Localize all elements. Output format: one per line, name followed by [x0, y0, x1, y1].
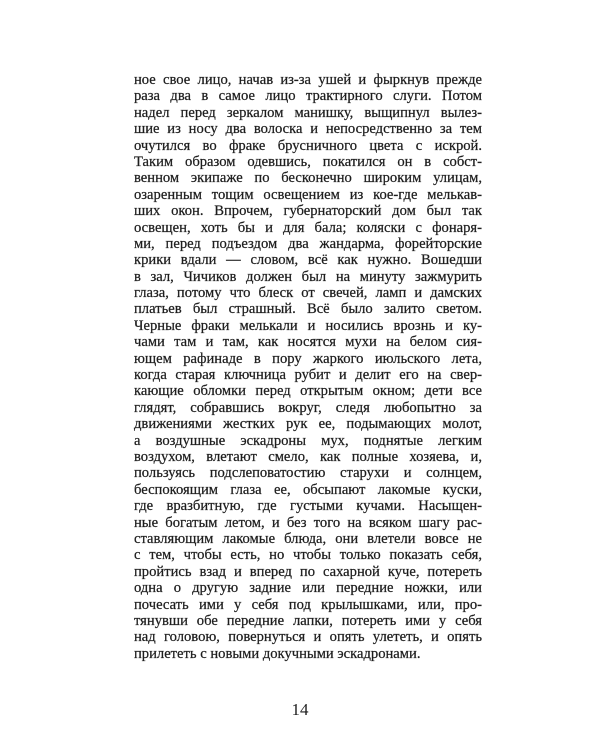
text-line: освещен, хоть бы и для бала; коляски с фонаря- — [134, 219, 482, 236]
text-line: в зал, Чичиков должен был на минуту зажмурить — [134, 268, 482, 285]
text-line: крики вдали — словом, всё как нужно. Вошедши — [134, 252, 482, 269]
text-line: платьев был страшный. Всё было залито светом. — [134, 301, 482, 318]
text-line: очутился во фраке брусничного цвета с искрой. — [134, 137, 482, 154]
text-line: пользуясь подслеповатостию старухи и солнцем, — [134, 465, 482, 482]
text-line: Черные фраки мелькали и носились врознь и ку- — [134, 317, 482, 334]
text-line: ших окон. Впрочем, губернаторский дом был так — [134, 203, 482, 220]
text-line: чами там и там, как носятся мухи на белом сия- — [134, 334, 482, 351]
text-line: тянувши обе передние лапки, потереть ими у себя — [134, 612, 482, 629]
text-line: озаренным тощим освещением из кое-где мелькав- — [134, 186, 482, 203]
text-line: ми, перед подъездом два жандарма, форейторские — [134, 235, 482, 252]
text-line: ставляющим лакомые блюда, они влетели вовсе не — [134, 530, 482, 547]
text-line: над головою, повернуться и опять улететь, и опять — [134, 629, 482, 646]
text-line: глаза, потому что блеск от свечей, ламп и дамских — [134, 285, 482, 302]
text-line: прилететь с новыми докучными эскадронами. — [134, 645, 421, 662]
text-line: когда старая ключница рубит и делит его на свер- — [134, 367, 482, 384]
text-line: одна о другую задние или передние ножки, или — [134, 580, 482, 597]
text-line: раза два в самое лицо трактирного слуги. Потом — [134, 88, 482, 105]
text-line: венном экипаже по бесконечно широким улицам, — [134, 170, 482, 187]
text-line: Таким образом одевшись, покатился он в собст- — [134, 153, 482, 170]
text-line: беспокоящим глаза ее, обсыпают лакомые куски, — [134, 481, 482, 498]
text-line: глядят, собравшись вокруг, следя любопытно за — [134, 399, 482, 416]
text-line: движениями жестких рук ее, подымающих молот, — [134, 416, 482, 433]
text-line: где вразбитную, где густыми кучами. Насыщен- — [134, 498, 482, 515]
text-line: шие из носу два волоска и непосредственно за тем — [134, 121, 482, 138]
text-line: ное свое лицо, начав из-за ушей и фыркнув прежде — [134, 72, 482, 88]
text-line: пройтись взад и вперед по сахарной куче, потереть — [134, 563, 482, 580]
text-line: а воздушные эскадроны мух, поднятые легким — [134, 432, 482, 449]
page-number: 14 — [291, 700, 309, 719]
text-line: надел перед зеркалом манишку, выщипнул вылез- — [134, 104, 482, 121]
text-line: ные богатым летом, и без того на всяком шагу рас- — [134, 514, 482, 531]
text-line: кающие обломки перед открытым окном; дети все — [134, 383, 482, 400]
text-line: с тем, чтобы есть, но чтобы только показать себя, — [134, 547, 482, 564]
text-line: почесать ими у себя под крылышками, или, про- — [134, 596, 482, 613]
body-text — [134, 72, 482, 662]
text-line: воздухом, влетают смело, как полные хозяева, и, — [134, 448, 482, 465]
text-line: ющем рафинаде в пору жаркого июльского лета, — [134, 350, 482, 367]
